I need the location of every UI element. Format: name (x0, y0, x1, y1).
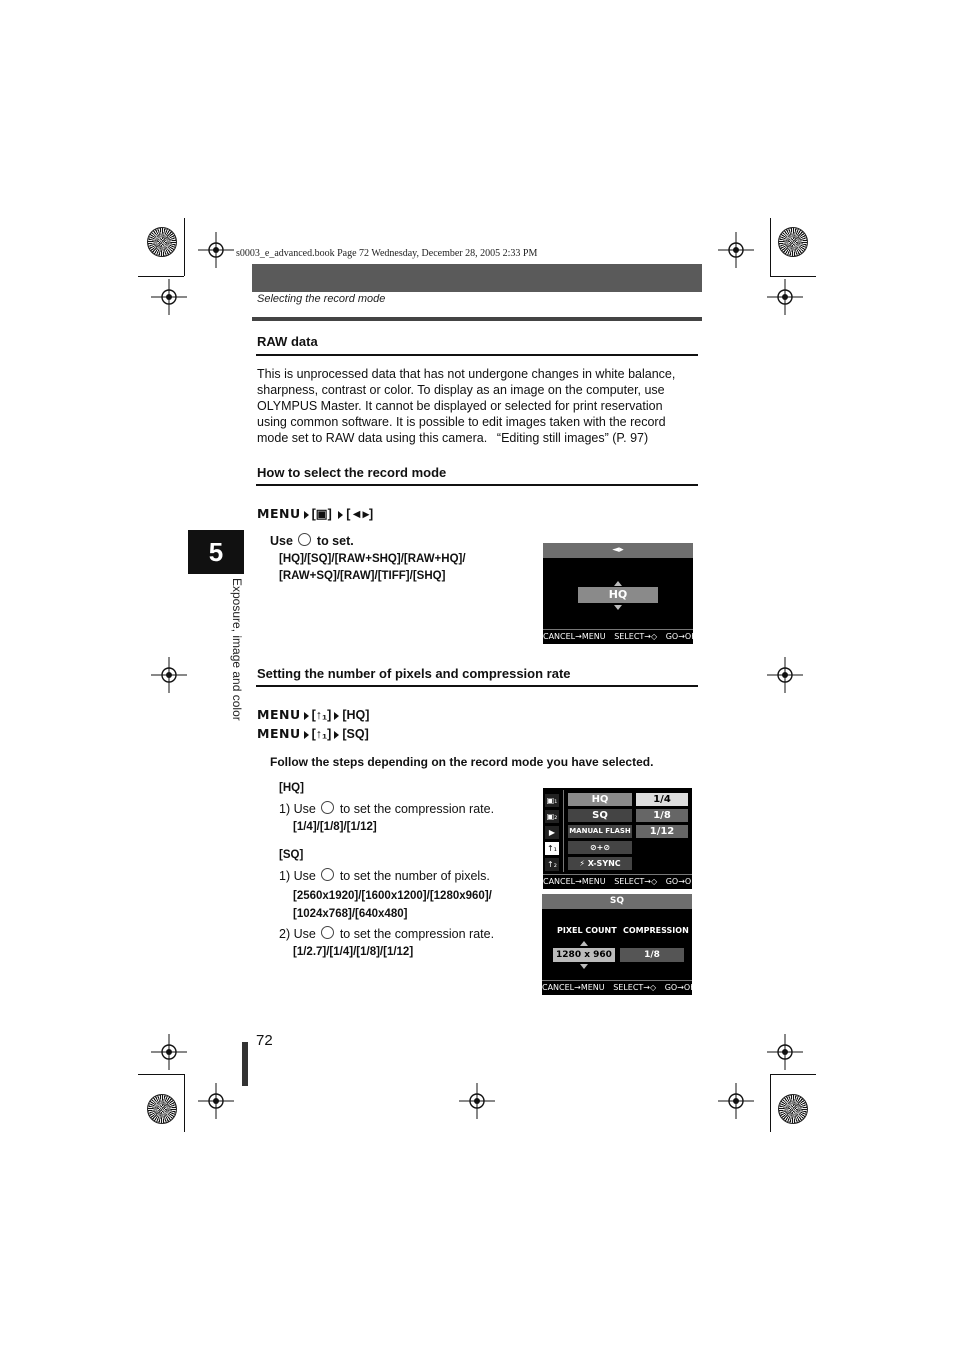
header-bar (252, 264, 702, 292)
arrow-right-icon (304, 511, 309, 519)
crop-mark (138, 1074, 184, 1075)
use-word: Use (270, 534, 293, 548)
path-bracket: ] (369, 507, 374, 521)
raw-line: This is unprocessed data that has not undergone changes in white balance, (257, 367, 676, 381)
chapter-tab: 5 (188, 530, 244, 574)
page-number: 72 (256, 1032, 273, 1049)
crosshair-mark-icon (151, 1034, 187, 1070)
sq-compression-options: [1/2.7]/[1/4]/[1/8]/[1/12] (293, 946, 414, 958)
select-hint: SELECT→◇ (614, 877, 658, 886)
crosshair-mark-icon (198, 1083, 234, 1119)
menu-divider (563, 790, 564, 872)
options-line: [HQ]/[SQ]/[RAW+SHQ]/[RAW+HQ]/ (279, 553, 466, 565)
step-use: Use (293, 802, 316, 816)
compression-option: 1/8 (636, 809, 688, 822)
crosshair-mark-icon (459, 1083, 495, 1119)
sq-pixel-options (293, 887, 492, 923)
hq-step-1 (279, 801, 494, 816)
compression-option: 1/12 (636, 825, 688, 838)
section-label: Selecting the record mode (257, 293, 386, 305)
step-number: 1) (279, 802, 291, 816)
menu-word: MENU (257, 506, 301, 521)
raw-paragraph (257, 366, 702, 446)
crop-mark (770, 1074, 816, 1075)
crosshair-mark-icon (718, 232, 754, 268)
step-text: to set the number of pixels. (339, 869, 490, 883)
menu-item-hq: HQ (568, 793, 632, 806)
chapter-side-label: Exposure, image and color (230, 578, 244, 721)
screen-footer (542, 980, 696, 995)
compression-option: 1/4 (636, 793, 688, 806)
arrow-right-icon (304, 712, 309, 720)
path-bracket: [ (346, 507, 351, 521)
setup-tab-icon: [↑₁] (311, 708, 332, 722)
arrow-pad-icon (298, 533, 311, 546)
sq-step-2 (279, 926, 494, 941)
setup2-tab-icon: ↑₂ (545, 858, 559, 871)
crosshair-mark-icon (767, 1034, 803, 1070)
cancel-hint: CANCEL→MENU (543, 632, 606, 641)
arrow-pad-icon (321, 926, 334, 939)
menu-item-sq: SQ (568, 809, 632, 822)
record-mode-icon: ◄▸ (350, 507, 370, 521)
sq-label: [SQ] (279, 849, 304, 861)
compression-label: COMPRESSION (623, 926, 689, 935)
raw-line: OLYMPUS Master. It cannot be displayed or selected for print reservation (257, 399, 663, 413)
step-number: 1) (279, 869, 291, 883)
camera1-tab-icon: ▣₁ (546, 796, 558, 805)
crop-mark (138, 276, 184, 277)
playback-tab-icon: ▶ (545, 826, 559, 839)
arrow-right-icon (304, 731, 309, 739)
arrow-right-icon (334, 712, 339, 720)
record-mode-value: HQ (578, 587, 658, 603)
menu-item-manual-flash: MANUAL FLASH (568, 825, 632, 838)
menu-path-sq (257, 726, 369, 741)
arrow-right-icon (338, 511, 343, 519)
arrow-pad-icon (321, 801, 334, 814)
setup1-tab-icon: ↑₁ (545, 842, 559, 855)
camera-tab-icon: ▣ (315, 507, 328, 521)
crosshair-mark-icon (151, 657, 187, 693)
book-info-line: s0003_e_advanced.book Page 72 Wednesday, December 28, 2005 2:33 PM (236, 248, 538, 259)
screen-footer (543, 629, 697, 644)
raw-line: using common software. It is possible to edit images taken with the record (257, 415, 666, 429)
setup-tab-icon: [↑₁] (311, 727, 332, 741)
step-text: to set the compression rate. (339, 927, 495, 941)
options-line: [2560x1920]/[1600x1200]/[1280x960]/ (293, 890, 492, 902)
screen-header: ◄▸ (543, 543, 693, 558)
select-hint: SELECT→◇ (613, 983, 657, 992)
pixels-heading-rule (256, 685, 698, 687)
setup-menu-screen (543, 788, 697, 889)
menu-item-flash-comp: ⊘+⊘ (568, 841, 632, 854)
use-suffix: to set. (316, 534, 354, 548)
use-instruction (270, 533, 354, 548)
step-use: Use (293, 869, 316, 883)
crop-mark (770, 1074, 771, 1132)
crosshair-mark-icon (151, 279, 187, 315)
camera2-tab-icon: ▣₂ (546, 812, 558, 821)
up-arrow-icon (580, 941, 588, 946)
menu-word: MENU (257, 707, 301, 722)
page-number-bar (242, 1042, 248, 1086)
options-line: [RAW+SQ]/[RAW]/[TIFF]/[SHQ] (279, 570, 446, 582)
go-hint: GO→OK (665, 877, 697, 886)
step-use: Use (293, 927, 316, 941)
registration-rosette-icon (778, 227, 808, 257)
hq-label: [HQ] (279, 782, 304, 794)
pixel-count-value: 1280 x 960 (553, 948, 615, 962)
step-text: to set the compression rate. (339, 802, 495, 816)
select-mode-heading: How to select the record mode (257, 465, 447, 480)
crosshair-mark-icon (767, 279, 803, 315)
follow-steps-note: Follow the steps depending on the record mode you have selected. (270, 755, 654, 769)
arrow-right-icon (334, 731, 339, 739)
header-divider (252, 317, 702, 321)
select-hint: SELECT→◇ (614, 632, 658, 641)
pixel-count-label: PIXEL COUNT (557, 926, 617, 935)
up-arrow-icon (614, 581, 622, 586)
registration-rosette-icon (147, 227, 177, 257)
step-number: 2) (279, 927, 291, 941)
down-arrow-icon (614, 605, 622, 610)
raw-line: mode set to RAW data using this camera. “Editing still images” (P. 97) (257, 431, 649, 445)
hq-options: [1/4]/[1/8]/[1/12] (293, 821, 377, 833)
path-bracket: ] (327, 507, 336, 521)
crop-mark (184, 218, 185, 276)
raw-heading: RAW data (257, 334, 318, 349)
sq-step-1 (279, 868, 490, 883)
screen-header: SQ (542, 894, 692, 909)
registration-rosette-icon (147, 1094, 177, 1124)
menu-path-hq (257, 707, 369, 722)
crop-mark (770, 218, 771, 276)
record-mode-screen (543, 543, 697, 644)
path-target: [HQ] (342, 708, 370, 722)
menu-item-x-sync: ⚡ X-SYNC (568, 857, 632, 870)
options-line: [1024x768]/[640x480] (293, 908, 408, 920)
crop-mark (184, 1074, 185, 1132)
cancel-hint: CANCEL→MENU (542, 983, 605, 992)
cancel-hint: CANCEL→MENU (543, 877, 606, 886)
menu-word: MENU (257, 726, 301, 741)
crosshair-mark-icon (198, 232, 234, 268)
record-mode-options (279, 551, 466, 585)
crop-mark (770, 276, 816, 277)
screen-footer (543, 874, 697, 889)
registration-rosette-icon (778, 1094, 808, 1124)
path-target: [SQ] (342, 727, 369, 741)
down-arrow-icon (580, 964, 588, 969)
pixels-heading: Setting the number of pixels and compression rate (257, 666, 571, 681)
arrow-pad-icon (321, 868, 334, 881)
select-mode-rule (256, 484, 698, 486)
go-hint: GO→OK (664, 983, 696, 992)
sq-settings-screen (542, 894, 696, 995)
go-hint: GO→OK (665, 632, 697, 641)
path-bracket: [ (311, 507, 316, 521)
raw-heading-rule (256, 354, 698, 356)
compression-value: 1/8 (620, 948, 684, 962)
crosshair-mark-icon (767, 657, 803, 693)
menu-path-record-mode (257, 506, 373, 521)
crosshair-mark-icon (718, 1083, 754, 1119)
raw-line: sharpness, contrast or color. To display as an image on the computer, use (257, 383, 665, 397)
